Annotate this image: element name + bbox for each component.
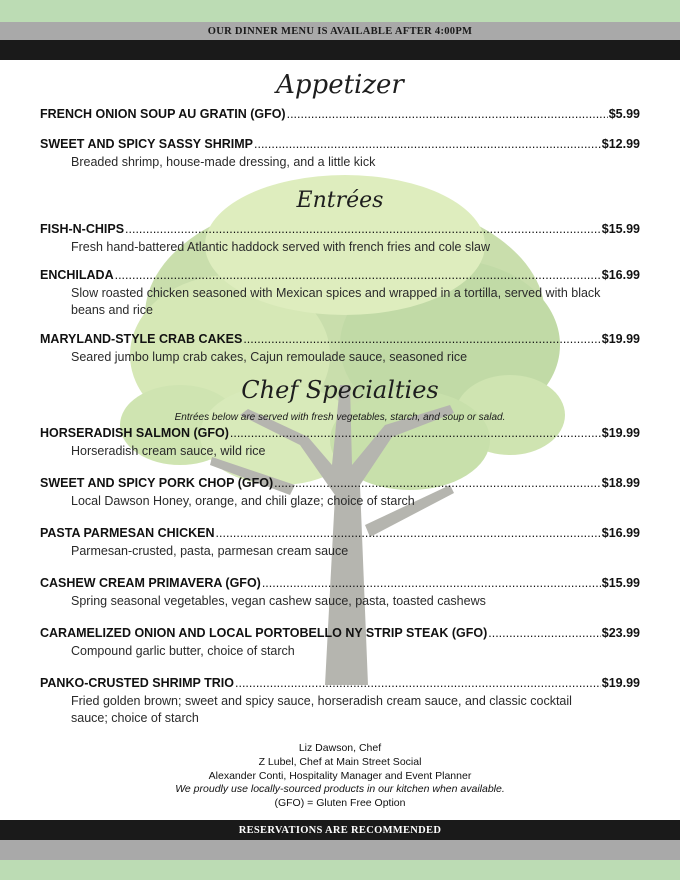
bottom-gray-band [0,840,680,860]
leader-dots [262,576,601,590]
item-price: $16.99 [601,268,640,282]
item-name: MARYLAND-STYLE CRAB CAKES [40,332,243,346]
item-price: $12.99 [601,137,640,151]
menu-item [40,526,640,560]
specialties-heading: Chef Specialties [241,376,439,404]
local-sourcing-note: We proudly use locally-sourced products in our kitchen when available. [175,783,505,795]
leader-dots [254,137,601,151]
item-description: Local Dawson Honey, orange, and chili glaze; choice of starch [71,494,415,508]
item-description: Breaded shrimp, house-made dressing, and a little kick [71,155,376,169]
menu-item [40,107,640,121]
chef2-credit: Z Lubel, Chef at Main Street Social [258,756,422,768]
item-description: Seared jumbo lump crab cakes, Cajun remoulade sauce, seasoned rice [71,350,468,364]
item-name: PASTA PARMESAN CHICKEN [40,526,215,540]
item-name: SWEET AND SPICY SASSY SHRIMP [40,137,254,151]
item-description: Compound garlic butter, choice of starch [71,644,295,658]
item-price: $19.99 [601,332,640,346]
menu-item [40,676,640,727]
entrees-heading: Entrées [296,188,384,213]
manager-credit: Alexander Conti, Hospitality Manager and Event Planner [208,770,472,782]
item-price: $15.99 [601,576,640,590]
item-name: CASHEW CREAM PRIMAVERA (GFO) [40,576,261,590]
item-price: $18.99 [601,476,640,490]
item-description: Parmesan-crusted, pasta, parmesan cream sauce [71,544,349,558]
item-description: Horseradish cream sauce, wild rice [71,444,266,458]
item-name: ENCHILADA [40,268,114,282]
menu-item [40,332,640,366]
leader-dots [235,676,601,690]
reservations-notice: RESERVATIONS ARE RECOMMENDED [238,824,442,836]
menu-item [40,137,640,171]
specialties-note: Entrées below are served with fresh vegetables, starch, and soup or salad. [174,412,506,423]
leader-dots [488,626,601,640]
menu-item [40,576,640,610]
item-name: CARAMELIZED ONION AND LOCAL PORTOBELLO NY STRIP STEAK (GFO) [40,626,488,640]
item-description: Fresh hand-battered Atlantic haddock served with french fries and cole slaw [71,240,490,254]
item-description: Slow roasted chicken seasoned with Mexican spices and wrapped in a tortilla, served with black beans and rice [71,286,601,317]
leader-dots [230,426,601,440]
gfo-legend: (GFO) = Gluten Free Option [274,797,406,809]
item-price: $16.99 [601,526,640,540]
chef-credit: Liz Dawson, Chef [298,742,382,754]
item-description: Spring seasonal vegetables, vegan cashew sauce, pasta, toasted cashews [71,594,486,608]
item-name: PANKO-CRUSTED SHRIMP TRIO [40,676,234,690]
dinner-hours-notice: OUR DINNER MENU IS AVAILABLE AFTER 4:00PM [207,25,473,37]
leader-dots [125,222,601,236]
item-name: SWEET AND SPICY PORK CHOP (GFO) [40,476,274,490]
menu-item [40,268,640,319]
item-price: $19.99 [601,676,640,690]
leader-dots [216,526,601,540]
leader-dots [115,268,601,282]
item-price: $15.99 [601,222,640,236]
item-description: Fried golden brown; sweet and spicy sauce, horseradish cream sauce, and classic cocktail sauce; choice of starch [71,694,572,725]
leader-dots [243,332,600,346]
bottom-green-band [0,860,680,880]
bottom-notice-band [0,820,680,840]
item-name: FRENCH ONION SOUP AU GRATIN (GFO) [40,107,286,121]
item-price: $19.99 [601,426,640,440]
item-name: FISH-N-CHIPS [40,222,125,236]
appetizer-heading: Appetizer [276,70,404,100]
menu-item [40,476,640,510]
item-price: $23.99 [601,626,640,640]
menu-item [40,222,640,256]
menu-item [40,426,640,460]
menu-item [40,626,640,660]
item-price: $5.99 [608,107,640,121]
item-name: HORSERADISH SALMON (GFO) [40,426,229,440]
leader-dots [287,107,608,121]
leader-dots [274,476,601,490]
